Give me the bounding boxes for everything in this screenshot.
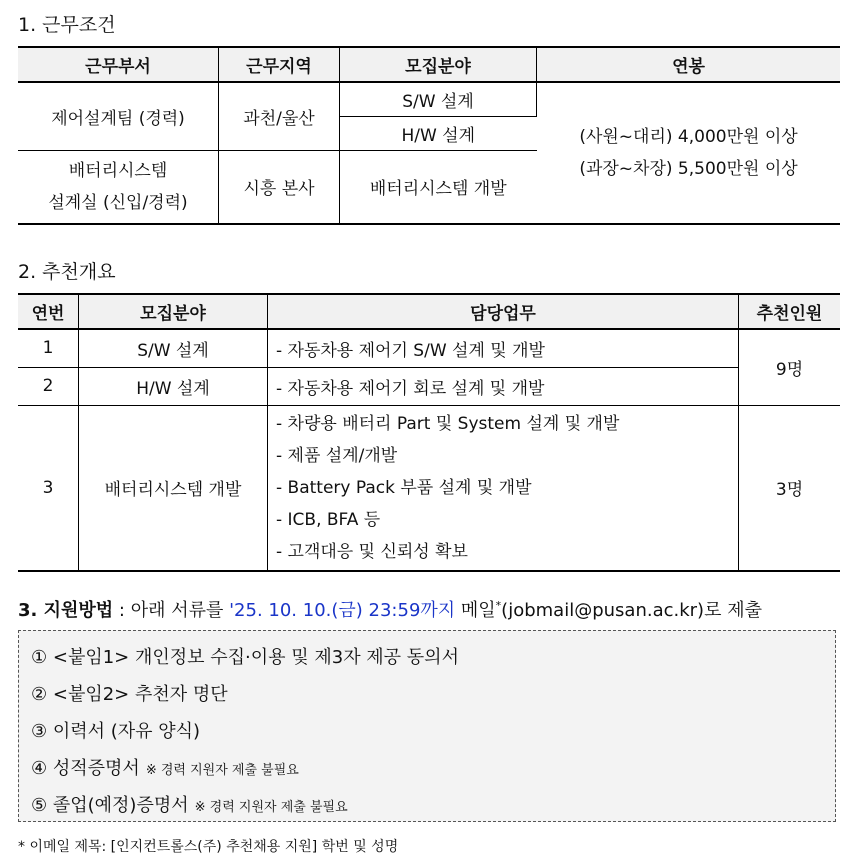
mail-star: *: [495, 599, 502, 612]
table-row: [18, 329, 840, 367]
header-dept: 근무부서: [18, 47, 219, 82]
table-row: [18, 367, 840, 405]
work-conditions-table: [18, 46, 840, 225]
region-battery: 시흥 본사: [219, 150, 340, 224]
count-battery: 3명: [739, 405, 841, 571]
footnote: * 이메일 제목: [인지컨트롤스(주) 추천채용 지원] 학번 및 성명: [18, 839, 399, 855]
table-row: [18, 405, 840, 571]
dept-battery-line2: 설계실 (신입/경력): [48, 192, 188, 213]
dept-control: 제어설계팀 (경력): [18, 82, 219, 150]
header-duty: 담당업무: [268, 294, 739, 329]
header-region: 근무지역: [219, 47, 340, 82]
email-address: (jobmail@pusan.ac.kr): [501, 600, 705, 621]
document-item-text: ③ 이력서 (자유 양식): [31, 721, 201, 742]
deadline: '25. 10. 10.(금) 23:59까지: [229, 600, 456, 621]
salary-cell: [537, 82, 841, 224]
row-duty: - 자동차용 제어기 회로 설계 및 개발: [268, 367, 739, 405]
document-item: [31, 643, 459, 669]
region-control: 과천/울산: [219, 82, 340, 150]
row-duty: - 자동차용 제어기 S/W 설계 및 개발: [268, 329, 739, 367]
header-count: 추천인원: [739, 294, 841, 329]
document-item-text: ① <붙임1> 개인정보 수집·이용 및 제3자 제공 동의서: [31, 647, 459, 668]
header-field2: 모집분야: [79, 294, 268, 329]
mail-prefix: 메일: [455, 600, 496, 621]
apply-method-line: [18, 596, 762, 622]
duty-item: - 고객대응 및 신뢰성 확보: [276, 541, 468, 562]
row-field: S/W 설계: [79, 329, 268, 367]
document-item-text: ② <붙임2> 추천자 명단: [31, 684, 228, 705]
salary-line2: (과장~차장) 5,500만원 이상: [579, 159, 798, 179]
dept-battery-line1: 배터리시스템: [68, 160, 168, 181]
document-item: [31, 680, 228, 706]
salary-line1: (사원~대리) 4,000만원 이상: [579, 127, 798, 147]
apply-sep: : 아래 서류를: [113, 600, 230, 621]
duty-item: - 제품 설계/개발: [276, 445, 398, 466]
duty-item: - 차량용 배터리 Part 및 System 설계 및 개발: [276, 413, 620, 434]
document-item: [31, 754, 299, 780]
duty-item: - Battery Pack 부품 설계 및 개발: [276, 477, 532, 498]
row-no: 1: [18, 329, 79, 367]
header-no: 연번: [18, 294, 79, 329]
section3-title: 3. 지원방법: [18, 600, 114, 621]
apply-suffix: 로 제출: [704, 600, 762, 621]
row-field: H/W 설계: [79, 367, 268, 405]
count-sw-hw: 9명: [739, 329, 841, 405]
row-no: 2: [18, 367, 79, 405]
field-battery: 배터리시스템 개발: [340, 150, 537, 224]
document-item-text: ④ 성적증명서: [31, 758, 140, 779]
document-item: [31, 717, 200, 743]
section1-title: 1. 근무조건: [18, 14, 116, 36]
header-salary: 연봉: [537, 47, 841, 82]
recommendation-table: [18, 293, 840, 572]
field-sw: S/W 설계: [340, 82, 537, 116]
document-item-text: ⑤ 졸업(예정)증명서: [31, 795, 189, 816]
duty-item: - ICB, BFA 등: [276, 509, 381, 530]
document-item-note: ※ 경력 지원자 제출 불필요: [145, 763, 299, 778]
row-no: 3: [18, 405, 79, 571]
documents-box: [18, 630, 836, 822]
document-item-note: ※ 경력 지원자 제출 불필요: [194, 800, 348, 815]
row-duty-list: [268, 405, 739, 571]
dept-battery: [18, 150, 219, 224]
section2-title: 2. 추천개요: [18, 261, 116, 283]
document-item: [31, 791, 348, 817]
header-field: 모집분야: [340, 47, 537, 82]
row-field: 배터리시스템 개발: [79, 405, 268, 571]
field-hw: H/W 설계: [340, 116, 537, 150]
